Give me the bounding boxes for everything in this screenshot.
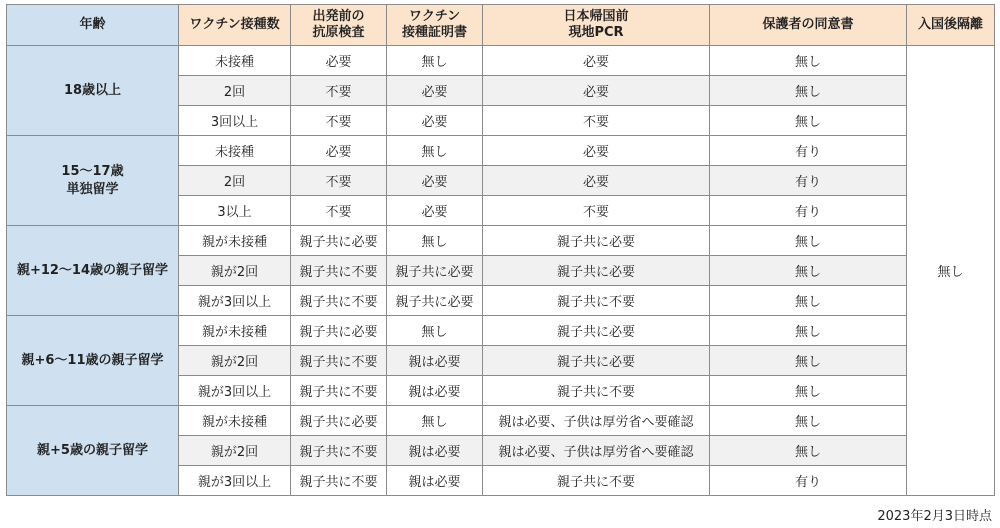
guardian-consent-cell: 有り: [710, 196, 907, 226]
header-cert-line1: ワクチン: [408, 9, 461, 24]
vaccine-count-cell: 親が未接種: [179, 316, 291, 346]
age-group-cell: [7, 46, 179, 136]
age-group-label: 単独留学: [66, 181, 119, 197]
age-group-cell: [7, 406, 179, 496]
header-quarantine: 入国後隔離: [907, 5, 995, 46]
guardian-consent-cell: 無し: [710, 316, 907, 346]
vaccine-cert-cell: 無し: [387, 136, 483, 166]
header-age: 年齢: [7, 5, 179, 46]
pcr-cell: 不要: [483, 196, 710, 226]
vaccine-cert-cell: 無し: [387, 316, 483, 346]
antigen-test-cell: 不要: [291, 196, 387, 226]
vaccine-count-cell: 親が2回: [179, 346, 291, 376]
pcr-cell: 親子共に必要: [483, 256, 710, 286]
header-vaccine-cert: [387, 5, 483, 46]
pcr-cell: 親子共に必要: [483, 226, 710, 256]
vaccine-cert-cell: 親は必要: [387, 436, 483, 466]
vaccine-count-cell: 未接種: [179, 46, 291, 76]
header-pcr-line1: 日本帰国前: [563, 9, 629, 24]
vaccine-cert-cell: 親は必要: [387, 376, 483, 406]
age-group-cell: [7, 136, 179, 226]
as-of-date: 2023年2月3日時点: [877, 509, 992, 524]
antigen-test-cell: 親子共に不要: [291, 466, 387, 496]
table-row: [7, 316, 995, 346]
header-pcr-line2: 現地PCR: [568, 25, 624, 40]
guardian-consent-cell: 無し: [710, 406, 907, 436]
vaccine-requirements-table: [6, 4, 995, 496]
vaccine-cert-cell: 親は必要: [387, 346, 483, 376]
guardian-consent-cell: 無し: [710, 256, 907, 286]
table-row: [7, 406, 995, 436]
antigen-test-cell: 親子共に不要: [291, 376, 387, 406]
vaccine-cert-cell: 必要: [387, 196, 483, 226]
pcr-cell: 親子共に不要: [483, 376, 710, 406]
antigen-test-cell: 親子共に不要: [291, 256, 387, 286]
vaccine-count-cell: 親が未接種: [179, 406, 291, 436]
table-body: [7, 46, 995, 496]
age-group-label: 18歳以上: [63, 82, 122, 98]
vaccine-count-cell: 親が未接種: [179, 226, 291, 256]
vaccine-cert-cell: 無し: [387, 46, 483, 76]
guardian-consent-cell: 有り: [710, 166, 907, 196]
header-cert-line2: 接種証明書: [401, 25, 467, 40]
vaccine-cert-cell: 親子共に必要: [387, 256, 483, 286]
vaccine-count-cell: 未接種: [179, 136, 291, 166]
antigen-test-cell: 親子共に不要: [291, 286, 387, 316]
pcr-cell: 親子共に必要: [483, 316, 710, 346]
guardian-consent-cell: 無し: [710, 46, 907, 76]
header-vaccine-count: ワクチン接種数: [179, 5, 291, 46]
vaccine-count-cell: 親が3回以上: [179, 286, 291, 316]
header-row: [7, 5, 995, 46]
vaccine-cert-cell: 親は必要: [387, 466, 483, 496]
antigen-test-cell: 不要: [291, 106, 387, 136]
antigen-test-cell: 親子共に必要: [291, 226, 387, 256]
vaccine-count-cell: 親が3回以上: [179, 376, 291, 406]
antigen-test-cell: 親子共に不要: [291, 346, 387, 376]
vaccine-count-cell: 3以上: [179, 196, 291, 226]
age-group-label: 15〜17歳: [61, 163, 124, 179]
header-pcr: [483, 5, 710, 46]
guardian-consent-cell: 有り: [710, 466, 907, 496]
vaccine-cert-cell: 親子共に必要: [387, 286, 483, 316]
age-group-label: 親+6〜11歳の親子留学: [21, 352, 164, 368]
header-antigen-line2: 抗原検査: [312, 25, 365, 40]
age-group-cell: [7, 226, 179, 316]
guardian-consent-cell: 無し: [710, 106, 907, 136]
header-antigen-line1: 出発前の: [312, 9, 365, 24]
guardian-consent-cell: 無し: [710, 436, 907, 466]
antigen-test-cell: 親子共に必要: [291, 316, 387, 346]
antigen-test-cell: 親子共に必要: [291, 406, 387, 436]
header-guardian-consent: 保護者の同意書: [710, 5, 907, 46]
age-group-label: 親+12〜14歳の親子留学: [16, 262, 169, 278]
vaccine-count-cell: 親が2回: [179, 256, 291, 286]
table-row: [7, 46, 995, 76]
pcr-cell: 必要: [483, 76, 710, 106]
vaccine-count-cell: 親が3回以上: [179, 466, 291, 496]
guardian-consent-cell: 無し: [710, 226, 907, 256]
vaccine-count-cell: 3回以上: [179, 106, 291, 136]
age-group-label: 親+5歳の親子留学: [37, 442, 148, 458]
pcr-cell: 必要: [483, 46, 710, 76]
guardian-consent-cell: 有り: [710, 136, 907, 166]
guardian-consent-cell: 無し: [710, 376, 907, 406]
pcr-cell: 親は必要、子供は厚労省へ要確認: [483, 406, 710, 436]
antigen-test-cell: 必要: [291, 46, 387, 76]
vaccine-count-cell: 2回: [179, 166, 291, 196]
vaccine-cert-cell: 無し: [387, 226, 483, 256]
pcr-cell: 親子共に不要: [483, 466, 710, 496]
vaccine-count-cell: 2回: [179, 76, 291, 106]
guardian-consent-cell: 無し: [710, 286, 907, 316]
vaccine-cert-cell: 必要: [387, 76, 483, 106]
table-row: [7, 136, 995, 166]
vaccine-cert-cell: 必要: [387, 106, 483, 136]
quarantine-cell: 無し: [907, 46, 995, 496]
pcr-cell: 必要: [483, 136, 710, 166]
antigen-test-cell: 必要: [291, 136, 387, 166]
antigen-test-cell: 不要: [291, 76, 387, 106]
pcr-cell: 不要: [483, 106, 710, 136]
vaccine-cert-cell: 必要: [387, 166, 483, 196]
age-group-cell: [7, 316, 179, 406]
pcr-cell: 親子共に不要: [483, 286, 710, 316]
guardian-consent-cell: 無し: [710, 76, 907, 106]
pcr-cell: 親子共に必要: [483, 346, 710, 376]
guardian-consent-cell: 無し: [710, 346, 907, 376]
table-row: [7, 226, 995, 256]
antigen-test-cell: 親子共に不要: [291, 436, 387, 466]
antigen-test-cell: 不要: [291, 166, 387, 196]
vaccine-cert-cell: 無し: [387, 406, 483, 436]
header-antigen-test: [291, 5, 387, 46]
vaccine-count-cell: 親が2回: [179, 436, 291, 466]
pcr-cell: 親は必要、子供は厚労省へ要確認: [483, 436, 710, 466]
pcr-cell: 必要: [483, 166, 710, 196]
